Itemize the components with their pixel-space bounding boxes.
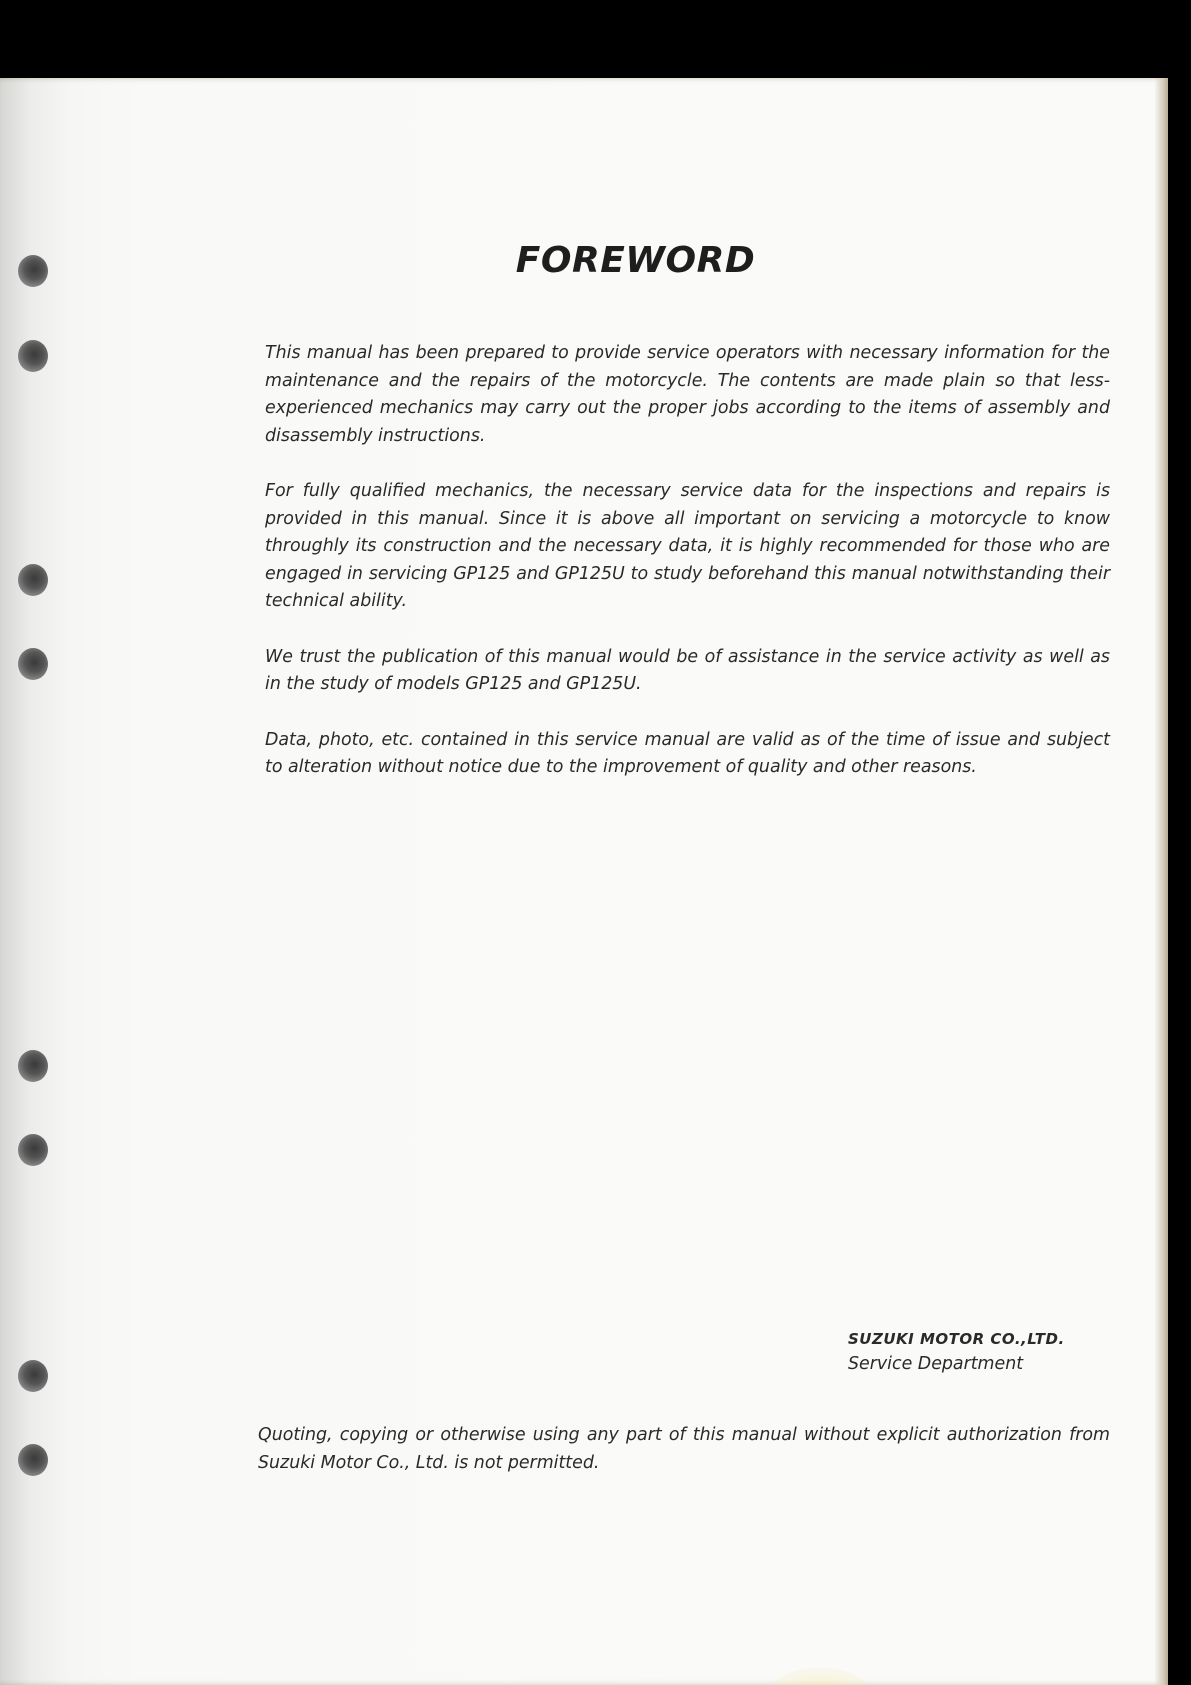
binder-hole [18, 1134, 48, 1166]
signature-block [848, 1330, 1148, 1374]
page-edge [1154, 78, 1168, 1685]
foreword-body [265, 340, 1110, 810]
binder-hole [18, 1360, 48, 1392]
binder-hole [18, 564, 48, 596]
paper-stain [765, 1668, 875, 1685]
page-title: FOREWORD [515, 240, 756, 281]
binder-hole [18, 340, 48, 372]
binder-hole [18, 1050, 48, 1082]
paragraph: We trust the publication of this manual would be of assistance in the service activity as well as in the study of models GP125 and GP125U. [265, 646, 1110, 694]
company-name: SUZUKI MOTOR CO.,LTD. [848, 1330, 1065, 1348]
binder-hole [18, 648, 48, 680]
paragraph: For fully qualified mechanics, the necessary service data for the inspections and repairs is provided in this manual. Since it is above all important on servicing a motorcycle to know throughly its construction and the necessary data, it is highly recommended for those who are engaged in servicing GP125 and GP125U to study beforehand this manual notwithstanding their technical ability. [265, 481, 1110, 611]
copyright-notice: Quoting, copying or otherwise using any part of this manual without explicit authorization from Suzuki Motor Co., Ltd. is not permitted. [258, 1425, 1110, 1473]
binder-hole [18, 1444, 48, 1476]
paragraph: This manual has been prepared to provide service operators with necessary information for the maintenance and the repairs of the motorcycle. The contents are made plain so that less-experienced mechanics may carry out the proper jobs according to the items of assembly and disassembly instructions. [265, 343, 1110, 446]
department-name: Service Department [848, 1354, 1024, 1374]
paragraph: Data, photo, etc. contained in this service manual are valid as of the time of issue and subject to alteration without notice due to the improvement of quality and other reasons. [265, 729, 1110, 777]
